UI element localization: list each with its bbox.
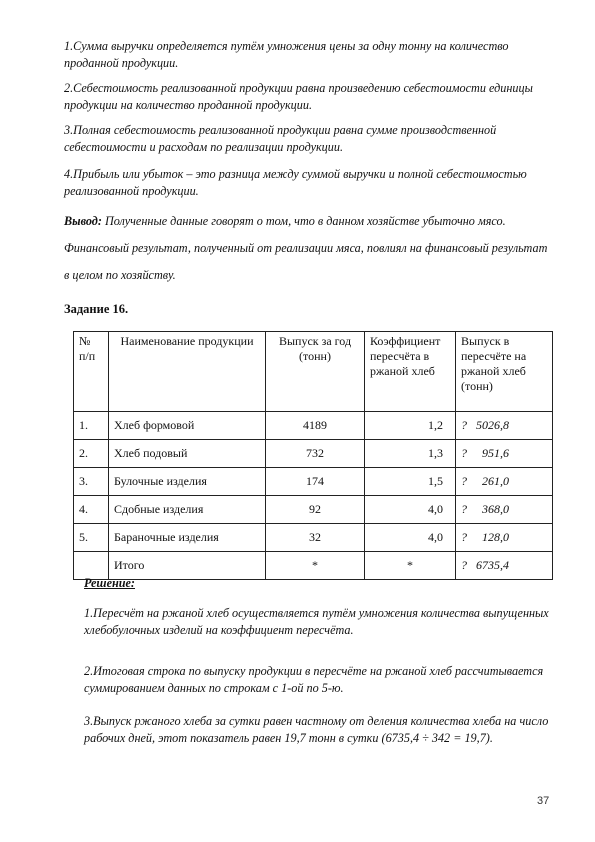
- solution-step-1: 1.Пересчёт на ржаной хлеб осуществляется путём умножения количества выпущенных хлебобулочных изделий на коэффициент пересчёта.: [84, 606, 549, 637]
- header-number: № п/п: [74, 332, 109, 412]
- cell-output: 32: [266, 524, 365, 552]
- table-row: [74, 440, 553, 468]
- table-row: [74, 468, 553, 496]
- cell-output: *: [266, 552, 365, 580]
- cell-product: Хлеб подовый: [109, 440, 266, 468]
- page-number: 37: [537, 795, 550, 807]
- cell-rye-output: ? 6735,4: [456, 552, 553, 580]
- header-product: Наименование продукции: [109, 332, 266, 412]
- paragraph-2: 2.Себестоимость реализованной продукции равна произведению себестоимости единицы продукции на количество проданной продукции.: [64, 81, 533, 112]
- cell-number: 3.: [74, 468, 109, 496]
- cell-coefficient: 4,0: [365, 524, 456, 552]
- cell-coefficient: 4,0: [365, 496, 456, 524]
- conclusion: [64, 208, 554, 289]
- cell-product: Бараночные изделия: [109, 524, 266, 552]
- conclusion-text: Полученные данные говорят о том, что в данном хозяйстве убыточно мясо. Финансовый результат, полученный от реализации мяса, повлиял на финансовый результат в целом по хозяйству.: [64, 214, 548, 282]
- paragraph-1: 1.Сумма выручки определяется путём умножения цены за одну тонну на количество проданной продукции.: [64, 39, 509, 70]
- table-header-row: [74, 332, 553, 412]
- table-total-row: [74, 552, 553, 580]
- cell-output: 732: [266, 440, 365, 468]
- cell-output: 4189: [266, 412, 365, 440]
- task-title: Задание 16.: [64, 302, 129, 316]
- cell-number: 2.: [74, 440, 109, 468]
- solution-step-3: 3.Выпуск ржаного хлеба за сутки равен частному от деления количества хлеба на число рабочих дней, этот показатель равен 19,7 тонн в сутки (6735,4 ÷ 342 = 19,7).: [84, 714, 549, 745]
- cell-rye-output: ? 5026,8: [456, 412, 553, 440]
- paragraph-4: 4.Прибыль или убыток – это разница между суммой выручки и полной себестоимостью реализованной продукции.: [64, 167, 527, 198]
- cell-product: Сдобные изделия: [109, 496, 266, 524]
- header-coefficient: Коэффициент пересчёта в ржаной хлеб: [365, 332, 456, 412]
- header-output: Выпуск за год (тонн): [266, 332, 365, 412]
- cell-rye-output: ? 951,6: [456, 440, 553, 468]
- solution-step-2: 2.Итоговая строка по выпуску продукции в пересчёте на ржаной хлеб рассчитывается суммированием данных по строкам с 1-ой по 5-ю.: [84, 664, 544, 695]
- paragraph-3: 3.Полная себестоимость реализованной продукции равна сумме производственной себестоимости и расходам по реализации продукции.: [64, 123, 497, 154]
- cell-rye-output: ? 368,0: [456, 496, 553, 524]
- cell-number: 1.: [74, 412, 109, 440]
- production-table: [73, 331, 553, 580]
- solution-title: Решение:: [84, 576, 135, 590]
- cell-rye-output: ? 261,0: [456, 468, 553, 496]
- table-row: [74, 524, 553, 552]
- header-rye-output: Выпуск в пересчёте на ржаной хлеб (тонн): [456, 332, 553, 412]
- cell-product: Булочные изделия: [109, 468, 266, 496]
- cell-number: 5.: [74, 524, 109, 552]
- cell-coefficient: 1,5: [365, 468, 456, 496]
- cell-coefficient: 1,3: [365, 440, 456, 468]
- table-row: [74, 412, 553, 440]
- cell-number: 4.: [74, 496, 109, 524]
- cell-output: 92: [266, 496, 365, 524]
- cell-coefficient: 1,2: [365, 412, 456, 440]
- cell-output: 174: [266, 468, 365, 496]
- table-row: [74, 496, 553, 524]
- conclusion-label: Вывод:: [64, 214, 102, 228]
- cell-coefficient: *: [365, 552, 456, 580]
- cell-product: Хлеб формовой: [109, 412, 266, 440]
- cell-product: Итого: [109, 552, 266, 580]
- cell-rye-output: ? 128,0: [456, 524, 553, 552]
